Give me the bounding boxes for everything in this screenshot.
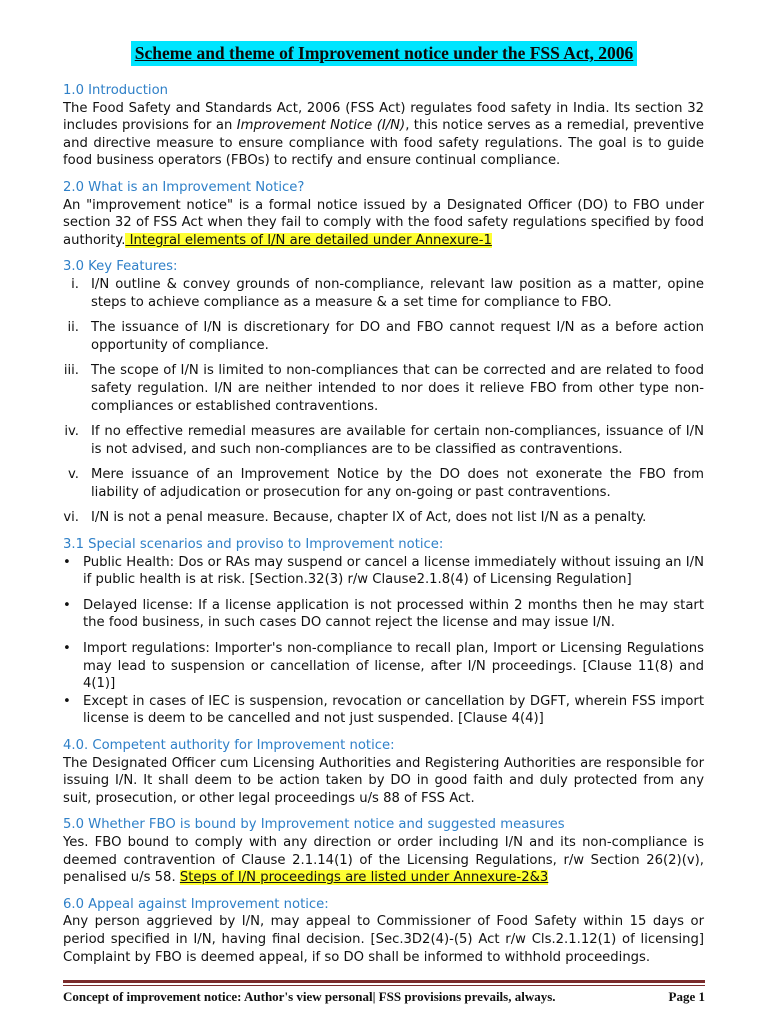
section-heading: 5.0 Whether FBO is bound by Improvement notice and suggested measures bbox=[63, 817, 565, 833]
section-heading: 4.0. Competent authority for Improvement notice: bbox=[63, 738, 395, 753]
page-footer bbox=[63, 989, 705, 1005]
list-item: ii. The issuance of I/N is discretionary for DO and FBO cannot request I/N as a before action opportunity of compliance. bbox=[67, 320, 704, 353]
list-item: • Except in cases of IEC is suspension, revocation or cancellation by DGFT, wherein FSS import license is deem to be cancelled and not just suspended. [Clause 4(4)] bbox=[63, 693, 704, 727]
list-item: • Delayed license: If a license application is not processed within 2 months then he may start the food business, in such cases DO cannot reject the license and may issue I/N. bbox=[63, 597, 704, 631]
document-body bbox=[63, 82, 704, 975]
section-paragraph: An "improvement notice" is a formal notice issued by a Designated Officer (DO) to FBO under section 32 of FSS Act when they fail to comply with the food safety regulations specified by food authority. Integral elements of I/N are detailed under Annexure-1 bbox=[63, 197, 704, 248]
list-item: iii. The scope of I/N is limited to non-compliances that can be corrected and are related to food safety regulation. I/N are neither intended to nor does it relieve FBO from other type non-compliances or established contraventions. bbox=[63, 363, 704, 414]
section-heading: 1.0 Introduction bbox=[63, 83, 169, 98]
list-item: iv. If no effective remedial measures are available for certain non-compliances, issuance of I/N is not advised, and such non-compliances are to be classified as contraventions. bbox=[64, 424, 704, 457]
emphasis-text: Improvement Notice (I/N) bbox=[236, 118, 406, 134]
section-heading: 2.0 What is an Improvement Notice? bbox=[63, 179, 305, 195]
highlighted-reference: Integral elements of I/N are detailed under Annexure-1 bbox=[125, 232, 492, 248]
key-features-list bbox=[63, 276, 704, 527]
list-item: vi. I/N is not a penal measure. Because, chapter IX of Act, does not list I/N as a penalty. bbox=[63, 510, 647, 526]
page-title: Scheme and theme of Improvement notice under the FSS Act, 2006 bbox=[131, 41, 638, 66]
section-heading: 6.0 Appeal against Improvement notice: bbox=[63, 896, 329, 912]
section-what-is-notice bbox=[63, 179, 704, 249]
page-number: Page 1 bbox=[668, 989, 705, 1004]
list-item: i. I/N outline & convey grounds of non-compliance, relevant law position as a matter, opine steps to achieve compliance as a measure & a set time for compliance to FBO. bbox=[71, 276, 704, 310]
bullet-icon: • bbox=[63, 693, 71, 709]
bullet-icon: • bbox=[63, 597, 71, 613]
section-fbo-bound bbox=[63, 816, 704, 886]
list-item: v. Mere issuance of an Improvement Notice by the DO does not exonerate the FBO from liability of adjudication or prosecution for any on-going or past contraventions. bbox=[68, 467, 704, 500]
section-paragraph: Any person aggrieved by I/N, may appeal to Commissioner of Food Safety within 15 days or period specified in I/N, having final decision. [Sec.3D2(4)-(5) Act r/w Cls.2.1.12(1) of licensing] Complaint by FBO is deemed appeal, if so DO shall be informed to withhold proceedings. bbox=[63, 914, 704, 965]
footer-divider-thin bbox=[63, 985, 705, 986]
section-competent-authority bbox=[63, 737, 704, 807]
section-paragraph: The Designated Officer cum Licensing Authorities and Registering Authorities are responsible for issuing I/N. It shall deem to be action taken by DO in good faith and duly protected from any suit, prosecution, or other legal proceedings u/s 88 of FSS Act. bbox=[63, 755, 704, 806]
bullet-icon: • bbox=[63, 641, 71, 657]
highlighted-reference: Steps of I/N proceedings are listed under Annexure-2&3 bbox=[179, 870, 549, 886]
scenarios-list bbox=[63, 554, 704, 728]
section-heading: 3.1 Special scenarios and proviso to Improvement notice: bbox=[63, 537, 444, 553]
section-introduction bbox=[63, 82, 704, 170]
section-appeal bbox=[63, 896, 704, 966]
footer-divider bbox=[63, 980, 705, 983]
section-key-features bbox=[63, 258, 704, 527]
list-item: • Import regulations: Importer's non-compliance to recall plan, Import or Licensing Regulations may lead to suspension or cancellation of license, after I/N proceedings. [Clause 11(8) and 4(1)] bbox=[63, 641, 704, 692]
list-item: • Public Health: Dos or RAs may suspend or cancel a license immediately without issuing an I/N if public health is at risk. [Section.32(3) r/w Clause2.1.8(4) of Licensing Regulation] bbox=[63, 554, 704, 588]
footer-note: Concept of improvement notice: Author's view personal| FSS provisions prevails, always. bbox=[63, 989, 556, 1004]
section-special-scenarios bbox=[63, 536, 704, 728]
bullet-icon: • bbox=[63, 554, 71, 570]
section-paragraph: The Food Safety and Standards Act, 2006 (FSS Act) regulates food safety in India. Its section 32 includes provisions for an Improvement Notice (I/N), this notice serves as a remedial, preventive and directive measure to ensure compliance with food safety regulations. The goal is to guide food business operators (FBOs) to rectify and ensure continual compliance. bbox=[63, 100, 704, 169]
section-paragraph: Yes. FBO bound to comply with any direction or order including I/N and its non-compliance is deemed contravention of Clause 2.1.14(1) of the Licensing Regulations, r/w Section 26(2)(v), penalised u/s 58. Steps of I/N proceedings are listed under Annexure-2&3 bbox=[63, 834, 704, 886]
section-heading: 3.0 Key Features: bbox=[63, 259, 178, 275]
